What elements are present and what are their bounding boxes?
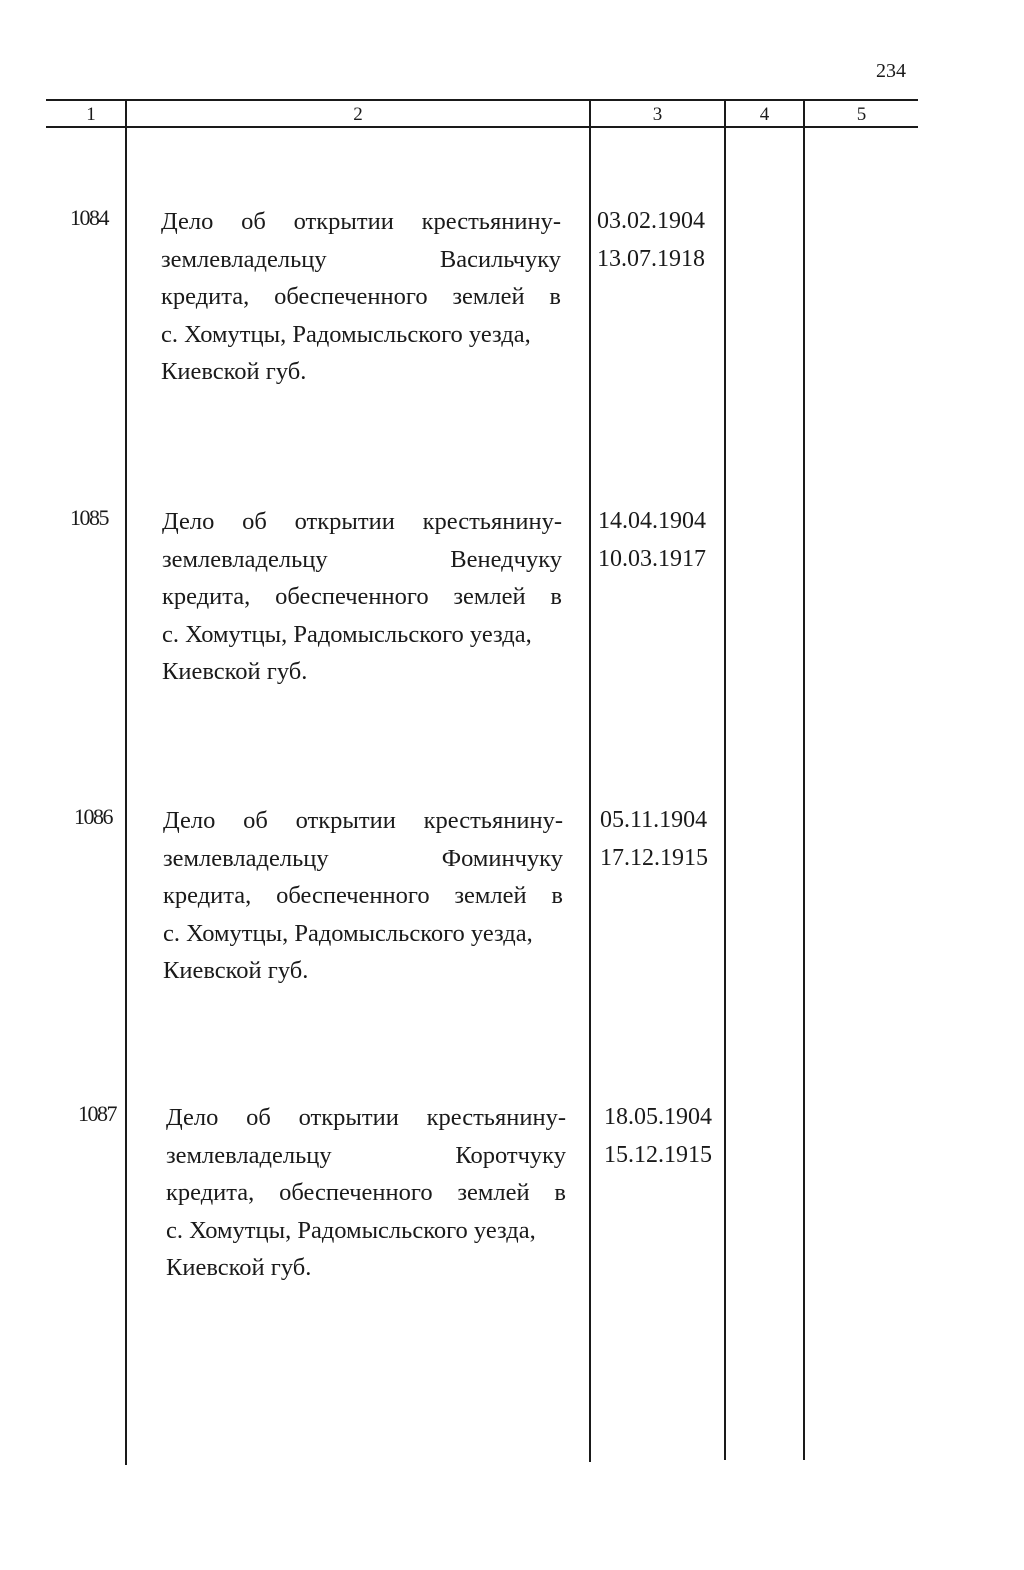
description-line: кредита, обеспеченного землей в — [163, 882, 563, 909]
table-row — [0, 203, 1024, 403]
entry-description — [162, 503, 562, 691]
entry-description — [161, 203, 561, 391]
description-line: Киевской губ. — [163, 957, 309, 984]
description-line: землевладельцу Фоминчуку — [163, 844, 563, 872]
description-line: с. Хомутцы, Радомысльского уезда, — [163, 919, 533, 947]
description-line: кредита, обеспеченного землей в — [162, 583, 562, 610]
table-row — [0, 802, 1024, 1002]
date-end: 17.12.1915 — [600, 844, 708, 871]
date-end: 13.07.1918 — [597, 245, 705, 272]
description-line: с. Хомутцы, Радомысльского уезда, — [166, 1216, 536, 1244]
description-line: Дело об открытии крестьянину- — [162, 508, 562, 535]
description-line: землевладельцу Васильчуку — [161, 245, 561, 273]
entry-dates — [597, 203, 705, 278]
date-start: 18.05.1904 — [604, 1104, 712, 1130]
description-line: Дело об открытии крестьянину- — [163, 807, 563, 834]
date-start: 05.11.1904 — [600, 807, 708, 833]
description-line: Дело об открытии крестьянину- — [161, 208, 561, 235]
column-header-2: 2 — [353, 104, 363, 125]
table-row — [0, 503, 1024, 703]
entry-number: 1087 — [78, 1101, 116, 1126]
table-row — [0, 1099, 1024, 1299]
entry-dates — [600, 802, 708, 877]
entry-description — [166, 1099, 566, 1287]
column-header-3: 3 — [652, 104, 663, 125]
description-line: Киевской губ. — [162, 658, 308, 685]
description-line: с. Хомутцы, Радомысльского уезда, — [161, 320, 531, 348]
entry-number: 1084 — [70, 205, 108, 230]
description-line: с. Хомутцы, Радомысльского уезда, — [162, 620, 532, 648]
description-line: землевладельцу Венедчуку — [162, 545, 562, 573]
header-top-rule — [46, 99, 918, 101]
description-line: кредита, обеспеченного землей в — [166, 1179, 566, 1206]
description-line: Дело об открытии крестьянину- — [166, 1104, 566, 1131]
date-start: 14.04.1904 — [598, 508, 706, 534]
description-line: Киевской губ. — [166, 1254, 312, 1281]
entry-number: 1086 — [74, 804, 112, 829]
column-header-1: 1 — [86, 104, 96, 125]
entry-dates — [604, 1099, 712, 1174]
entry-description — [163, 802, 563, 990]
description-line: кредита, обеспеченного землей в — [161, 283, 561, 310]
date-end: 15.12.1915 — [604, 1141, 712, 1168]
page-number: 234 — [876, 60, 906, 82]
column-header-4: 4 — [759, 104, 770, 125]
column-header-5: 5 — [856, 104, 867, 125]
header-bottom-rule — [46, 126, 918, 128]
entry-number: 1085 — [70, 505, 108, 530]
date-end: 10.03.1917 — [598, 545, 706, 572]
date-start: 03.02.1904 — [597, 208, 705, 234]
entry-dates — [598, 503, 706, 578]
description-line: землевладельцу Коротчуку — [166, 1141, 566, 1169]
description-line: Киевской губ. — [161, 358, 307, 385]
